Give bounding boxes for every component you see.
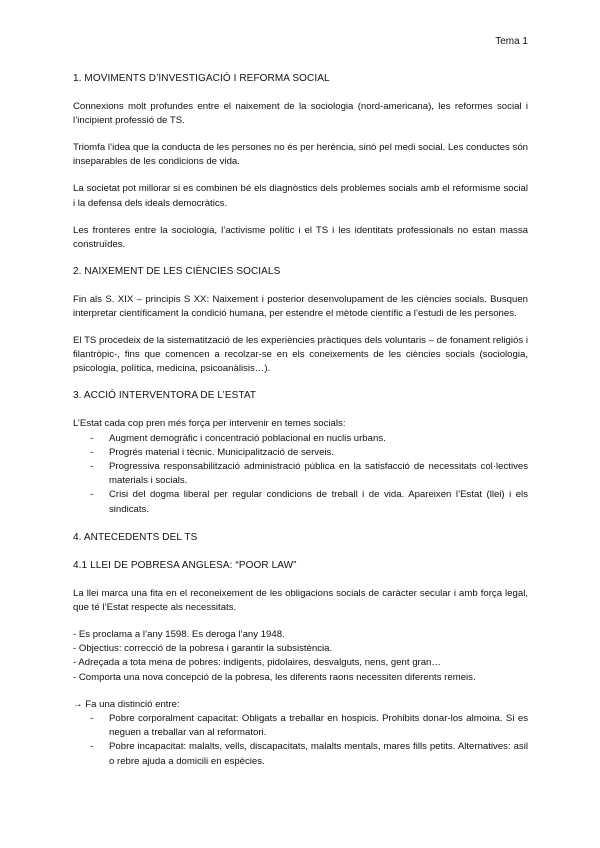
list-item-text: Progressiva responsabilització administració pública en la satisfacció de necessitats col·lectives materials i socials. [109,461,528,487]
section-1-paragraph: Triomfa l’idea que la conducta de les persones no és per herència, sinó pel medi social. Les conductes són inseparables de les condicions de vida. [73,142,528,168]
section-1-paragraph: Connexions molt profundes entre el naixement de la sociologia (nord-americana), les reformes social i l’incipient professió de TS. [73,101,528,127]
section-2-paragraph: El TS procedeix de la sistematització de les experiències pràctiques dels voluntaris – de fonament religiós i filantròpic-, fins que comencen a recolzar-se en els coneixements de les ciències socials (sociologia, psicologia, política, medicina, psicoanàlisis…). [73,335,528,375]
dash-bullet: - [90,432,94,444]
section-1-heading: 1. MOVIMENTS D’INVESTIGACIÓ I REFORMA SOCIAL [73,73,330,84]
section-2-paragraph: Fin als S. XIX – principis S XX: Naixement i posterior desenvolupament de les ciències socials. Busquen interpretar científicament la condició humana, per estendre el mètode científic a l’estudi de les persones. [73,293,528,320]
section-4-paragraph: La llei marca una fita en el reconeixement de les obligacions socials de caràcter secular i amb força legal, que té l’Estat respecte als necessitats. [73,587,528,614]
list-item-text: Crisi del dogma liberal per regular condicions de treball i de vida. Apareixen l’Estat (llei) i els sindicats. [109,489,528,515]
dash-bullet: - [90,741,94,753]
section-1-paragraph: La societat pot millorar si es combinen bé els diagnòstics dels problemes socials amb el reformisme social i la defensa dels ideals democràtics. [73,183,528,209]
distinction-list [73,712,528,769]
section-1-paragraph: Les fronteres entre la sociologia, l’activisme polític i el TS i les identitats professionals no estan massa construïdes. [73,224,528,250]
list-item [73,460,528,488]
dash-bullet: - [90,713,94,725]
list-item [73,712,528,740]
list-item-text: Augment demogràfic i concentració poblacional en nuclis urbans. [109,432,386,444]
dash-bullet: - [90,461,94,473]
page-header-topic: Tema 1 [495,36,528,47]
list-item-text: Progrés material i tècnic. Municipalització de serveis. [109,446,335,458]
fact-line: - Comporta una nova concepció de la pobresa, les diferents raons necessiten diferents remeis. [73,671,476,683]
distinction-intro: → Fa una distinció entre: [73,698,180,710]
document-body [73,72,528,783]
dash-bullet: - [90,446,94,458]
fact-line: - Es proclama a l’any 1598. Es deroga l’any 1948. [73,629,285,641]
list-item [73,740,528,768]
section-3-intro: L’Estat cada cop pren més força per intervenir en temes socials: [73,418,346,430]
fact-line: - Adreçada a tota mena de pobres: indigents, pidolaires, desvalguts, nens, gent gran… [73,657,441,669]
section-4-1-subheading: 4.1 LLEI DE POBRESA ANGLESA: “POOR LAW” [73,559,297,571]
poor-law-facts [73,628,528,685]
list-item-text: Pobre incapacitat: malalts, vells, discapacitats, malalts mentals, mares fills petits. Alternatives: asil o rebre ajuda a domicili en espècies. [109,741,528,767]
list-item [73,432,528,446]
list-item [73,446,528,460]
section-4-heading: 4. ANTECEDENTS DEL TS [73,531,198,543]
dash-bullet: - [90,489,94,501]
section-3-heading: 3. ACCIÓ INTERVENTORA DE L’ESTAT [73,390,257,402]
section-2-heading: 2. NAIXEMENT DE LES CIÈNCIES SOCIALS [73,265,281,277]
list-item-text: Pobre corporalment capacitat: Obligats a treballar en hospicis. Prohibits donar-los almoina. Si es neguen a treballar van al reformatori. [109,713,528,739]
fact-line: - Objectius: correcció de la pobresa i garantir la subsistència. [73,643,333,655]
section-3-list [73,432,528,517]
list-item [73,488,528,516]
